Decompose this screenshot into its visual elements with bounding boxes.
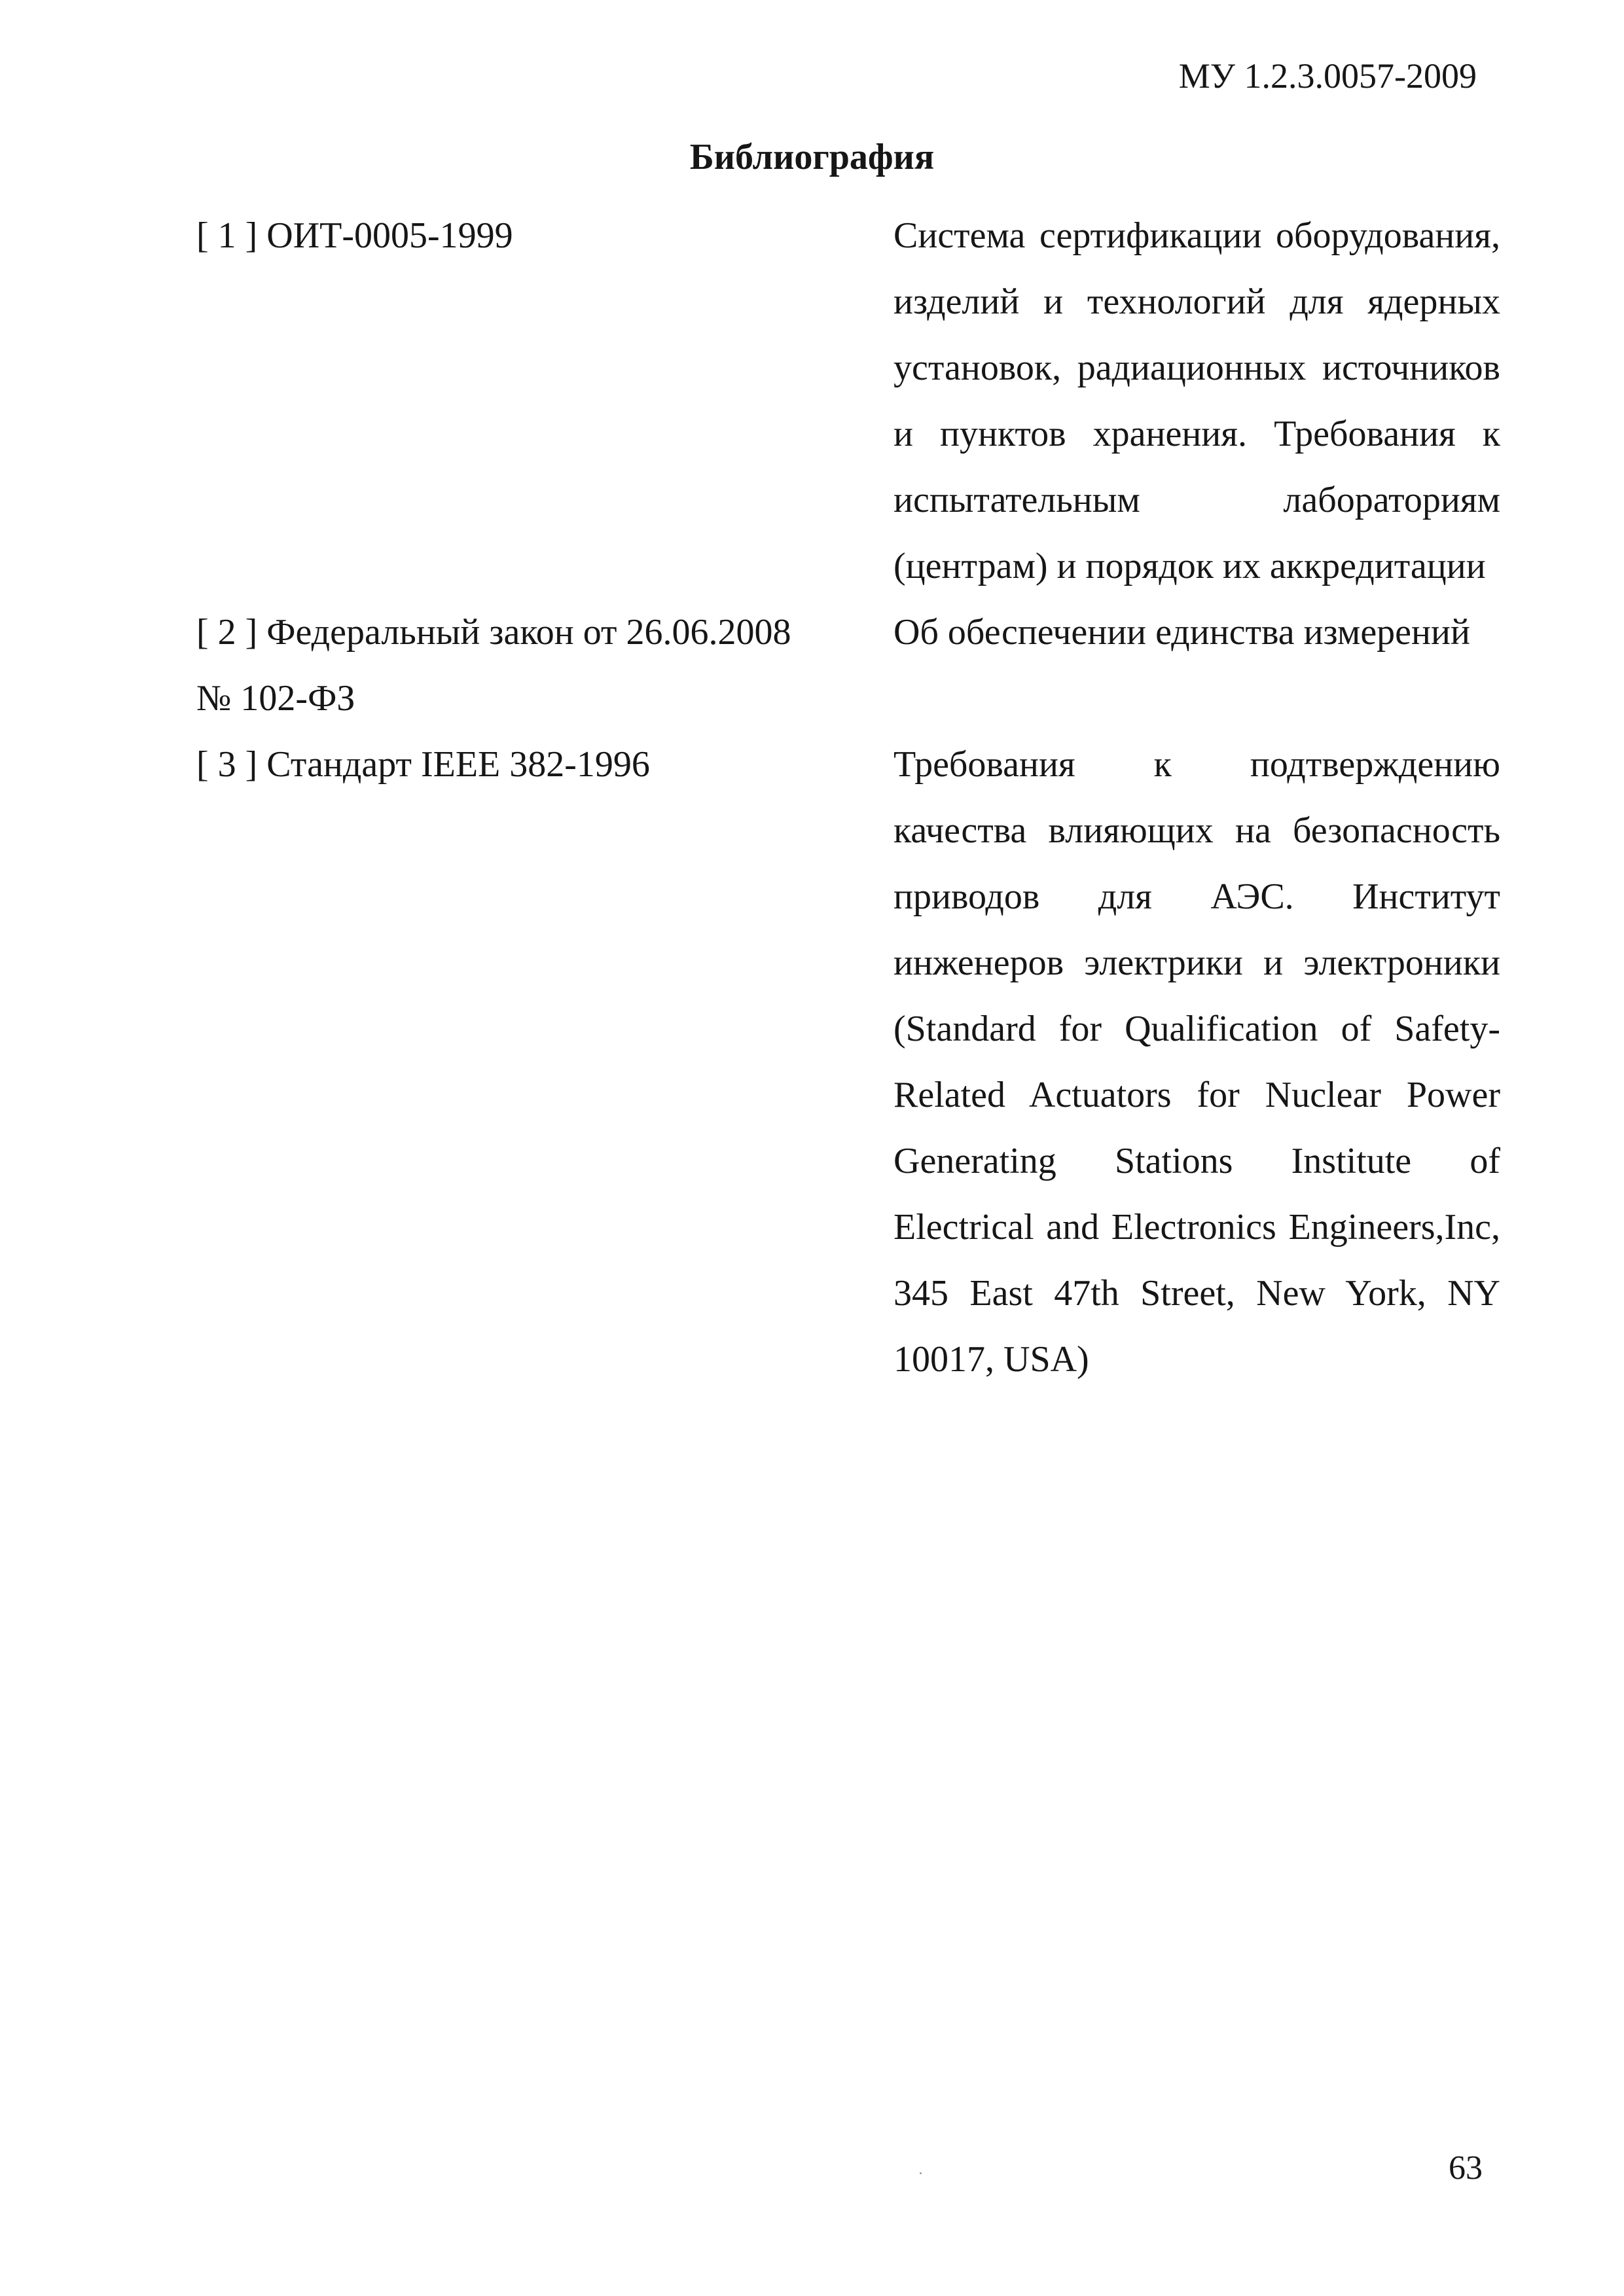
document-code: МУ 1.2.3.0057-2009 — [1178, 56, 1477, 96]
entry-description: Об обеспечении единства измерений — [893, 612, 1470, 653]
bibliography-entry-2 — [196, 600, 1500, 732]
page-number: 63 — [1449, 2149, 1483, 2187]
entry-reference-line: [ 2 ] Федеральный закон от 26.06.2008 — [196, 612, 791, 653]
bibliography-list — [196, 203, 1500, 1393]
entry-reference-line: № 102-ФЗ — [196, 678, 355, 719]
entry-reference-line: [ 1 ] ОИТ-0005-1999 — [196, 215, 513, 256]
entry-reference — [196, 732, 893, 798]
entry-description: Требования к подтверждению качества влияющих на безопасность приводов для АЭС. Институт инженеров электрики и электроники (Standard for Qualification of Safety-Related Actuators for Nuclear Power Generating Stations Institute of Electrical and Electronics Engineers,Inc, 345 East 47th Street, New York, NY 10017, USA) — [893, 744, 1500, 1380]
entry-description: Система сертификации оборудования, изделий и технологий для ядерных установок, радиационных источников и пунктов хранения. Требования к испытательным лабораториям (центрам) и порядок их аккредитации — [893, 215, 1500, 586]
scan-artifact — [920, 2172, 922, 2174]
bibliography-entry-3 — [196, 732, 1500, 1393]
bibliography-title: Библиография — [689, 137, 935, 177]
entry-reference — [196, 600, 893, 732]
entry-reference — [196, 203, 893, 269]
entry-reference-line: [ 3 ] Стандарт IEEE 382-1996 — [196, 744, 650, 785]
bibliography-entry-1 — [196, 203, 1500, 600]
